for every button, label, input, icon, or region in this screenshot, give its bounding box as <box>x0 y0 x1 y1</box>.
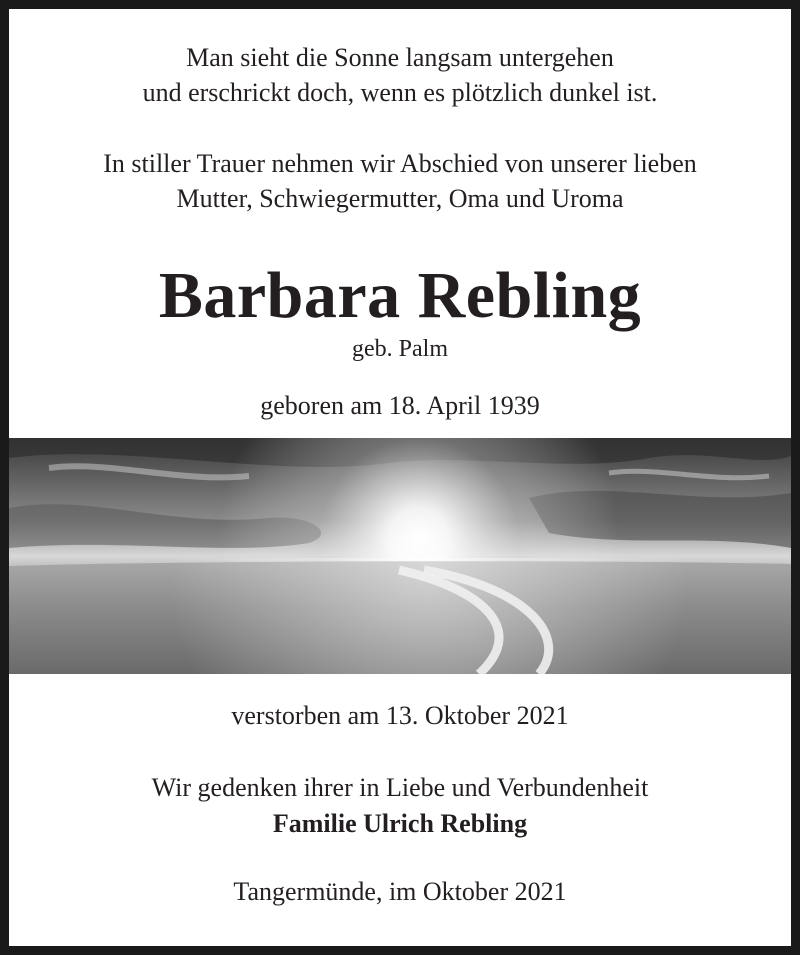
sunset-field-photo <box>9 438 791 674</box>
memorial-message <box>9 770 791 842</box>
poem-verse <box>9 40 791 110</box>
intro-line-1: In stiller Trauer nehmen wir Abschied von unserer lieben <box>103 149 697 178</box>
poem-line-1: Man sieht die Sonne langsam untergehen <box>186 43 614 72</box>
family-signature: Familie Ulrich Rebling <box>272 809 528 838</box>
birth-date: geboren am 18. April 1939 <box>260 391 540 420</box>
place-date: Tangermünde, im Oktober 2021 <box>233 877 567 906</box>
mourning-intro <box>9 146 791 216</box>
poem-line-2: und erschrickt doch, wenn es plötzlich dunkel ist. <box>142 78 658 107</box>
deceased-name: Barbara Rebling <box>158 259 642 332</box>
maiden-name: geb. Palm <box>352 336 448 362</box>
death-date: verstorben am 13. Oktober 2021 <box>231 701 569 730</box>
memory-line: Wir gedenken ihrer in Liebe und Verbundenheit <box>151 773 649 802</box>
intro-line-2: Mutter, Schwiegermutter, Oma und Uroma <box>176 184 624 213</box>
